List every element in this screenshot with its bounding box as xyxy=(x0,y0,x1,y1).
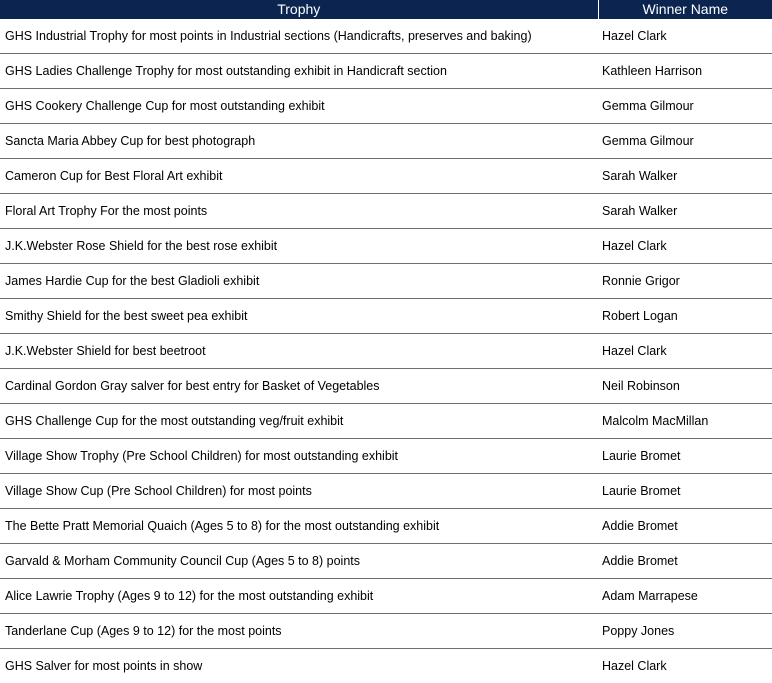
trophy-cell: Sancta Maria Abbey Cup for best photograph xyxy=(0,124,598,159)
table-row xyxy=(0,124,772,159)
trophy-column-header: Trophy xyxy=(0,0,598,19)
winner-cell: Gemma Gilmour xyxy=(598,89,772,124)
winner-cell: Kathleen Harrison xyxy=(598,54,772,89)
table-row xyxy=(0,194,772,229)
trophy-cell: GHS Industrial Trophy for most points in Industrial sections (Handicrafts, preserves and baking) xyxy=(0,19,598,54)
winner-cell: Hazel Clark xyxy=(598,229,772,264)
table-header-row xyxy=(0,0,772,19)
table-row xyxy=(0,229,772,264)
winner-cell: Malcolm MacMillan xyxy=(598,404,772,439)
trophy-cell: GHS Cookery Challenge Cup for most outstanding exhibit xyxy=(0,89,598,124)
table-row xyxy=(0,614,772,649)
winner-cell: Hazel Clark xyxy=(598,19,772,54)
trophy-cell: J.K.Webster Rose Shield for the best rose exhibit xyxy=(0,229,598,264)
table-row xyxy=(0,474,772,509)
winner-column-header: Winner Name xyxy=(598,0,772,19)
table-row xyxy=(0,649,772,683)
trophy-cell: Cameron Cup for Best Floral Art exhibit xyxy=(0,159,598,194)
table-body xyxy=(0,19,772,683)
table-row xyxy=(0,579,772,614)
winner-cell: Gemma Gilmour xyxy=(598,124,772,159)
trophy-cell: GHS Challenge Cup for the most outstanding veg/fruit exhibit xyxy=(0,404,598,439)
trophy-cell: Village Show Cup (Pre School Children) for most points xyxy=(0,474,598,509)
table-row xyxy=(0,299,772,334)
table-row xyxy=(0,89,772,124)
winner-cell: Hazel Clark xyxy=(598,649,772,683)
table-row xyxy=(0,264,772,299)
trophy-cell: GHS Ladies Challenge Trophy for most outstanding exhibit in Handicraft section xyxy=(0,54,598,89)
table-row xyxy=(0,19,772,54)
trophy-cell: GHS Salver for most points in show xyxy=(0,649,598,683)
trophy-cell: Cardinal Gordon Gray salver for best entry for Basket of Vegetables xyxy=(0,369,598,404)
winner-cell: Hazel Clark xyxy=(598,334,772,369)
winner-cell: Neil Robinson xyxy=(598,369,772,404)
trophy-cell: James Hardie Cup for the best Gladioli exhibit xyxy=(0,264,598,299)
trophy-cell: Alice Lawrie Trophy (Ages 9 to 12) for the most outstanding exhibit xyxy=(0,579,598,614)
table-row xyxy=(0,159,772,194)
winner-cell: Robert Logan xyxy=(598,299,772,334)
table-row xyxy=(0,544,772,579)
trophy-cell: The Bette Pratt Memorial Quaich (Ages 5 to 8) for the most outstanding exhibit xyxy=(0,509,598,544)
winner-cell: Ronnie Grigor xyxy=(598,264,772,299)
table-row xyxy=(0,439,772,474)
table-row xyxy=(0,54,772,89)
winner-cell: Addie Bromet xyxy=(598,509,772,544)
winner-cell: Adam Marrapese xyxy=(598,579,772,614)
winner-cell: Sarah Walker xyxy=(598,194,772,229)
winner-cell: Sarah Walker xyxy=(598,159,772,194)
trophy-cell: J.K.Webster Shield for best beetroot xyxy=(0,334,598,369)
table-row xyxy=(0,404,772,439)
trophy-cell: Garvald & Morham Community Council Cup (Ages 5 to 8) points xyxy=(0,544,598,579)
table-row xyxy=(0,369,772,404)
trophy-cell: Smithy Shield for the best sweet pea exhibit xyxy=(0,299,598,334)
winner-cell: Laurie Bromet xyxy=(598,474,772,509)
trophy-cell: Village Show Trophy (Pre School Children) for most outstanding exhibit xyxy=(0,439,598,474)
winner-cell: Addie Bromet xyxy=(598,544,772,579)
table-row xyxy=(0,509,772,544)
table-row xyxy=(0,334,772,369)
trophy-cell: Floral Art Trophy For the most points xyxy=(0,194,598,229)
trophy-cell: Tanderlane Cup (Ages 9 to 12) for the most points xyxy=(0,614,598,649)
winner-cell: Laurie Bromet xyxy=(598,439,772,474)
winner-cell: Poppy Jones xyxy=(598,614,772,649)
